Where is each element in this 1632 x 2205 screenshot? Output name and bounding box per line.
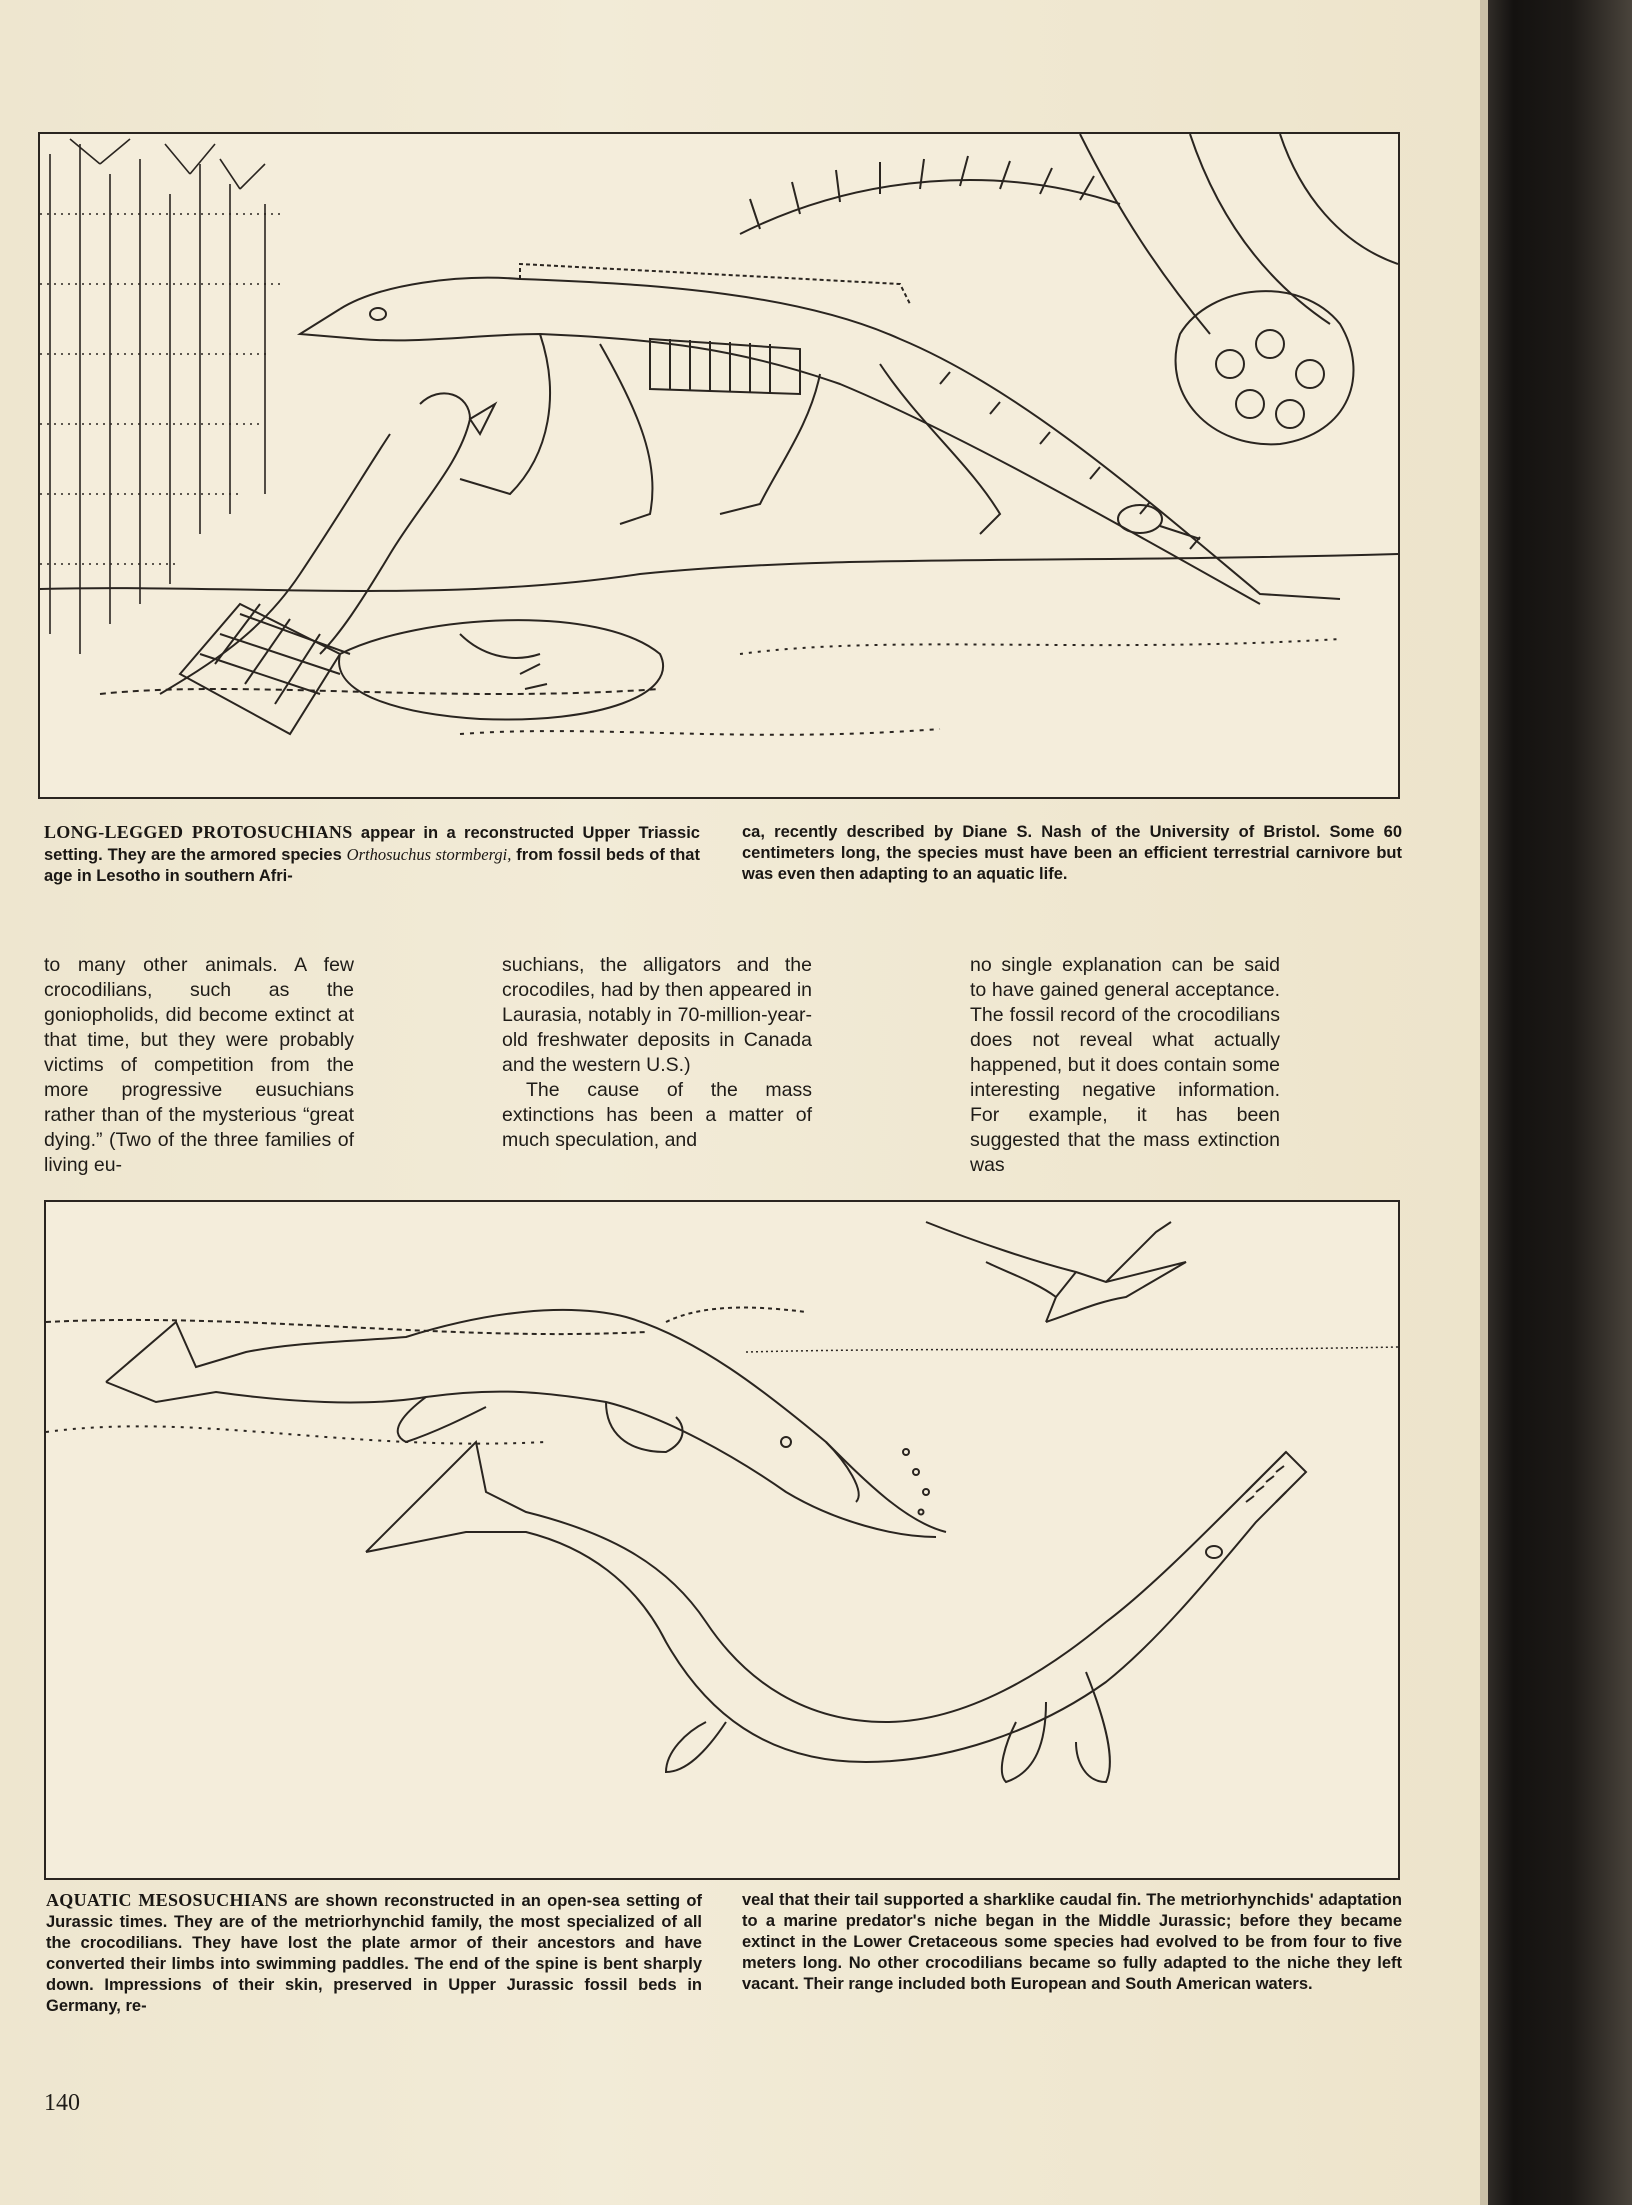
top-figure-caption-left [44, 822, 700, 887]
top-caption-lead: LONG-LEGGED PROTOSUCHIANS [44, 822, 353, 842]
page-edge-shadow [1480, 0, 1632, 2205]
body-column-2 [502, 953, 812, 1153]
body-column-1 [44, 953, 354, 1178]
page-fold [1480, 0, 1488, 2205]
bottom-figure-caption-right: veal that their tail supported a sharklike caudal fin. The metriorhynchids' adaptation to a marine predator's niche began in the Middle Jurassic; before they became extinct in the Lower Cretaceous some species had evolved to be from four to five meters long. No other crocodilians became so fully adapted to the niche they left vacant. Their range included both European and South American waters. [742, 1891, 1402, 1993]
body-paragraph: suchians, the alligators and the crocodiles, had by then appeared in Laurasia, notably in 70-million-year-old freshwater deposits in Canada and the western U.S.) [502, 954, 812, 1076]
bottom-figure-caption-left [46, 1890, 702, 2017]
body-column-3 [970, 953, 1280, 1178]
protosuchian-drawing [40, 134, 1398, 797]
body-paragraph: to many other animals. A few crocodilians, such as the goniopholids, did become extinct at that time, but they were probably victims of competition from the more progressive eusuchians rather than of the mysterious “great dying.” (Two of the three families of living eu- [44, 954, 354, 1176]
top-caption-species: Orthosuchus stormbergi, [346, 845, 512, 864]
protosuchian-illustration [38, 132, 1400, 799]
top-caption-text-continued: from fossil beds of that age in Lesotho in southern Afri- [44, 846, 700, 885]
bottom-caption-lead: AQUATIC MESOSUCHIANS [46, 1890, 288, 1910]
mesosuchian-illustration [44, 1200, 1400, 1880]
top-caption-text: appear in a reconstructed Upper Triassic setting. They are the armored species [44, 824, 700, 864]
body-paragraph: no single explanation can be said to have gained general acceptance. The fossil record of the crocodilians does not reveal what actually happened, but it does contain some interesting negative information. For example, it has been suggested that the mass extinction was [970, 954, 1280, 1176]
bottom-caption-text: are shown reconstructed in an open-sea setting of Jurassic times. They are of the metriorhynchid family, the most specialized of all the crocodilians. They have lost the plate armor of their ancestors and have converted their limbs into swimming paddles. The end of the spine is bent sharply down. Impressions of their skin, preserved in Upper Jurassic fossil beds in Germany, re- [46, 1892, 703, 2015]
top-figure-caption-right: ca, recently described by Diane S. Nash of the University of Bristol. Some 60 centimeters long, the species must have been an efficient terrestrial carnivore but was even then adapting to an aquatic life. [742, 823, 1402, 883]
mesosuchian-drawing [46, 1202, 1398, 1878]
page-number: 140 [44, 2090, 80, 2116]
body-paragraph: The cause of the mass extinctions has been a matter of much speculation, and [502, 1079, 812, 1151]
